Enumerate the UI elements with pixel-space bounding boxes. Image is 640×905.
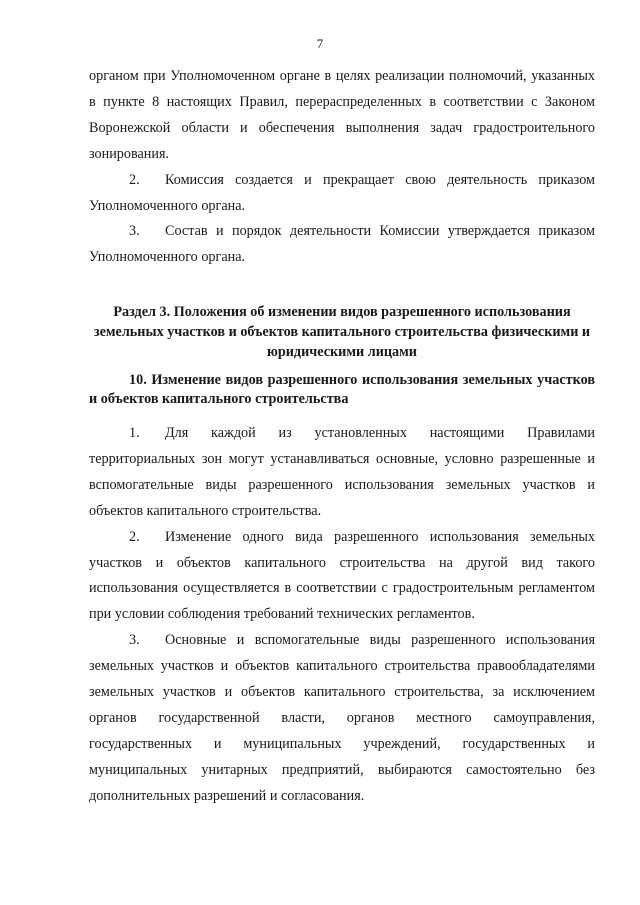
section-title: Раздел 3. Положения об изменении видов разрешенного использования земельных участков и объектов капитального строительства физическими и юридическими лицами: [93, 304, 591, 360]
item-text: Состав и порядок деятельности Комиссии утверждается приказом Уполномоченного органа.: [89, 223, 595, 266]
page-number: 7: [316, 36, 324, 51]
item-number: 3.: [129, 223, 140, 240]
item-text: Комиссия создается и прекращает свою деятельность приказом Уполномоченного органа.: [89, 171, 595, 214]
item-number: 1.: [129, 425, 140, 441]
item-text: Изменение одного вида разрешенного использования земельных участков и объектов капитального строительства на другой вид такого использования осуществляется в соответствии с градостроительным регламентом при условии соблюдения требований технических регламентов.: [89, 528, 595, 623]
intro-item-3: [89, 219, 595, 271]
article-item-2: [89, 525, 595, 629]
item-text: Основные и вспомогательные виды разрешенного использования земельных участков и объектов капитального строительства правообладателями земельных участков и объектов капитального строительства, за исключением органов государственной власти, органов местного самоуправления, государственных и муниципальных учреждений, государственных и муниципальных унитарных предприятий, выбираются самостоятельно без дополнительных разрешений и согласования.: [89, 632, 595, 804]
intro-continuation-paragraph: органом при Уполномоченном органе в целях реализации полномочий, указанных в пункте 8 настоящих Правил, перераспределенных в соответствии с Законом Воронежской области и обеспечения выполнения задач градостроительного зонирования.: [89, 68, 595, 162]
item-number: 2.: [129, 528, 140, 545]
article-item-1: [89, 421, 595, 525]
article-body: [89, 421, 595, 810]
intro-block: [89, 64, 595, 271]
item-text: Для каждой из установленных настоящими Правилами территориальных зон могут устанавливаться основные, условно разрешенные и вспомогательные виды разрешенного использования земельных участков и объектов капитального строительства.: [89, 425, 595, 519]
intro-item-2: [89, 168, 595, 220]
item-number: 3.: [129, 632, 140, 649]
item-number: 2.: [129, 171, 140, 188]
article-title: 10. Изменение видов разрешенного использования земельных участков и объектов капитального строительства: [89, 372, 595, 407]
article-item-3: [89, 628, 595, 809]
